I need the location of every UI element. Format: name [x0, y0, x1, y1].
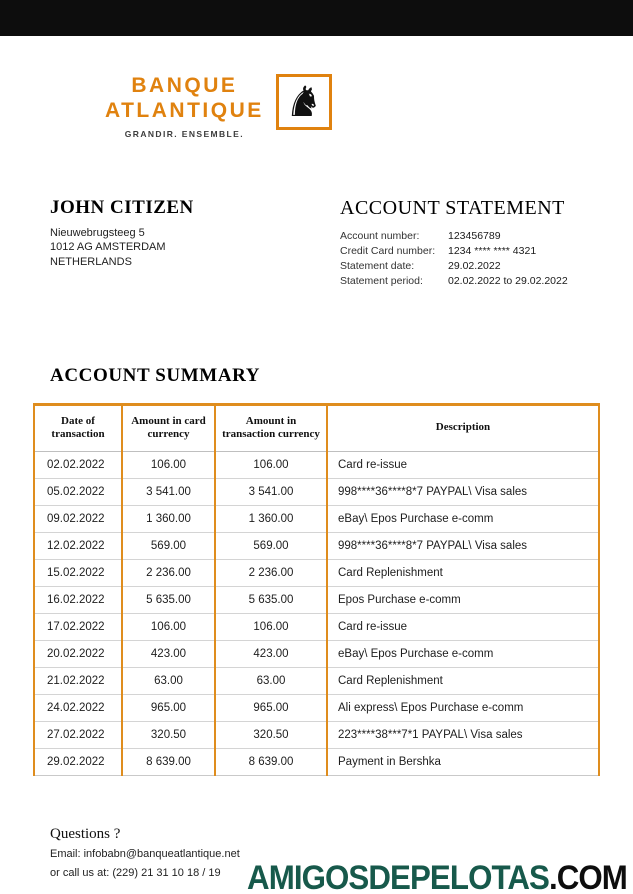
table-row	[34, 668, 599, 695]
watermark	[247, 859, 627, 894]
cell-amount-card: 5 635.00	[122, 587, 215, 614]
cell-amount-card: 1 360.00	[122, 506, 215, 533]
cell-date: 17.02.2022	[34, 614, 122, 641]
field-label-account-number: Account number:	[340, 229, 420, 242]
cell-amount-transaction: 2 236.00	[215, 560, 327, 587]
table-row	[34, 533, 599, 560]
cell-date: 12.02.2022	[34, 533, 122, 560]
field-label-card-number: Credit Card number:	[340, 244, 436, 257]
field-value-card-number: 1234 **** **** 4321	[448, 244, 537, 257]
cell-date: 15.02.2022	[34, 560, 122, 587]
cell-description: eBay\ Epos Purchase e-comm	[327, 506, 599, 533]
column-header-amount-transaction: Amount in transaction currency	[215, 404, 327, 452]
table-row	[34, 587, 599, 614]
bank-logo	[105, 74, 332, 139]
cell-date: 27.02.2022	[34, 722, 122, 749]
recipient-block	[50, 197, 194, 287]
table-row	[34, 695, 599, 722]
address-line-1: Nieuwebrugsteeg 5	[50, 226, 145, 239]
field-value-account-number: 123456789	[448, 229, 501, 242]
cell-amount-card: 63.00	[122, 668, 215, 695]
cell-date: 05.02.2022	[34, 479, 122, 506]
cell-date: 24.02.2022	[34, 695, 122, 722]
statement-page	[0, 74, 633, 894]
cell-description: Card Replenishment	[327, 668, 599, 695]
cell-amount-transaction: 63.00	[215, 668, 327, 695]
questions-heading: Questions ?	[50, 826, 121, 843]
recipient-name: JOHN CITIZEN	[50, 196, 194, 218]
cell-description: Payment in Bershka	[327, 749, 599, 776]
cell-amount-transaction: 106.00	[215, 452, 327, 479]
account-summary-title: ACCOUNT SUMMARY	[50, 364, 261, 386]
cell-amount-transaction: 106.00	[215, 614, 327, 641]
table-row	[34, 749, 599, 776]
cell-amount-card: 423.00	[122, 641, 215, 668]
contact-email: Email: infobabn@banqueatlantique.net	[50, 848, 240, 861]
cell-amount-card: 2 236.00	[122, 560, 215, 587]
cell-description: 998****36****8*7 PAYPAL\ Visa sales	[327, 479, 599, 506]
recipient-address	[50, 226, 194, 271]
cell-description: Card re-issue	[327, 452, 599, 479]
table-row	[34, 722, 599, 749]
cell-amount-card: 106.00	[122, 452, 215, 479]
cell-amount-card: 320.50	[122, 722, 215, 749]
cell-amount-card: 3 541.00	[122, 479, 215, 506]
summary-table-head	[34, 404, 599, 452]
cell-amount-card: 8 639.00	[122, 749, 215, 776]
cell-date: 16.02.2022	[34, 587, 122, 614]
cell-description: 223****38***7*1 PAYPAL\ Visa sales	[327, 722, 599, 749]
table-row	[34, 506, 599, 533]
cell-description: 998****36****8*7 PAYPAL\ Visa sales	[327, 533, 599, 560]
table-header-row	[34, 404, 599, 452]
bank-tagline: GRANDIR. ENSEMBLE.	[124, 128, 244, 139]
cell-date: 02.02.2022	[34, 452, 122, 479]
table-row	[34, 614, 599, 641]
cell-amount-transaction: 423.00	[215, 641, 327, 668]
cell-date: 09.02.2022	[34, 506, 122, 533]
contact-phone: or call us at: (229) 21 31 10 18 / 19	[50, 866, 221, 879]
watermark-suffix: .COM	[549, 859, 627, 894]
cell-date: 29.02.2022	[47, 756, 105, 769]
cell-amount-card: 965.00	[122, 695, 215, 722]
cell-amount-transaction: 5 635.00	[215, 587, 327, 614]
cell-date: 20.02.2022	[34, 641, 122, 668]
field-value-statement-date: 29.02.2022	[448, 259, 501, 272]
watermark-main: AMIGOSDEPELOTAS	[247, 859, 550, 894]
field-label-statement-period: Statement period:	[340, 274, 423, 287]
statement-meta-block	[340, 197, 583, 287]
address-line-3: NETHERLANDS	[50, 256, 132, 269]
table-row	[34, 479, 599, 506]
bank-name-line1: BANQUE	[131, 74, 238, 97]
table-row	[34, 641, 599, 668]
address-line-2: 1012 AG AMSTERDAM	[50, 241, 166, 254]
cell-amount-transaction: 3 541.00	[215, 479, 327, 506]
contact-footer	[50, 826, 240, 880]
cell-description: Epos Purchase e-comm	[327, 587, 599, 614]
statement-header-row	[50, 197, 583, 287]
horse-icon: ♞	[284, 77, 323, 126]
summary-table-body	[34, 452, 599, 776]
table-row	[34, 452, 599, 479]
summary-table	[33, 403, 600, 777]
table-row	[34, 560, 599, 587]
window-top-bar	[0, 0, 633, 36]
bank-logo-text	[105, 74, 264, 139]
statement-fields	[340, 230, 583, 287]
column-header-description: Description	[327, 404, 599, 452]
column-header-amount-card: Amount in card currency	[122, 404, 215, 452]
cell-amount-transaction: 320.50	[215, 722, 327, 749]
column-header-date: Date of transaction	[34, 404, 122, 452]
bank-name-line2: ATLANTIQUE	[105, 98, 264, 122]
cell-description: Ali express\ Epos Purchase e-comm	[327, 695, 599, 722]
cell-description: Card re-issue	[327, 614, 599, 641]
cell-amount-transaction: 1 360.00	[215, 506, 327, 533]
cell-amount-transaction: 569.00	[215, 533, 327, 560]
field-label-statement-date: Statement date:	[340, 259, 415, 272]
statement-title: ACCOUNT STATEMENT	[340, 196, 565, 219]
cell-date: 21.02.2022	[34, 668, 122, 695]
cell-amount-transaction: 965.00	[215, 695, 327, 722]
bank-logo-frame	[276, 74, 332, 130]
field-value-statement-period: 02.02.2022 to 29.02.2022	[448, 274, 568, 287]
cell-description: Card Replenishment	[327, 560, 599, 587]
cell-description: eBay\ Epos Purchase e-comm	[327, 641, 599, 668]
cell-amount-card: 569.00	[122, 533, 215, 560]
cell-amount-card: 106.00	[122, 614, 215, 641]
cell-amount-transaction: 8 639.00	[215, 749, 327, 776]
